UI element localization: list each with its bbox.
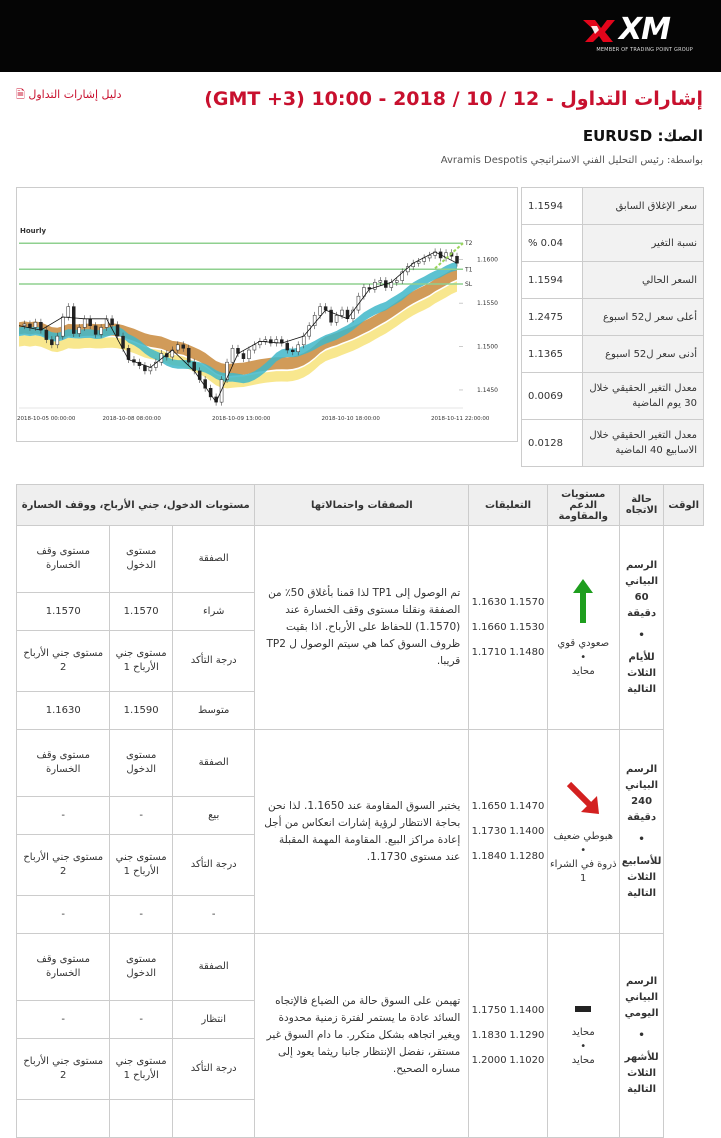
top-bar	[0, 0, 721, 72]
signal-comment: تهيمن على السوق حالة من الضياع فالإتجاه السائد عادة ما يستمر لفترة زمنية محدودة ويغير اتجاهه بشكل متكرر. ما دام السوق غير مستقر، نفضل الإنتظار جانبا ريثما يعود إلى مساره الصحيح.	[255, 934, 469, 1138]
trend-wrap	[550, 778, 617, 886]
level-label-t2: T2	[465, 240, 473, 248]
support-level: 1.1530	[509, 622, 545, 633]
trade-value: شراء	[172, 593, 255, 631]
trade-label: الصفقة	[172, 730, 255, 797]
support-resistance-cell	[469, 934, 547, 1138]
support-level: 1.1290	[509, 1030, 545, 1041]
y-tick-label: 1.1450	[477, 386, 498, 394]
candle-body	[187, 348, 190, 362]
trading-signals-guide-link[interactable]	[16, 86, 121, 105]
take-profit-2-label: مستوى جني الأرباح 2	[17, 631, 110, 692]
support-level: 1.1400	[509, 1005, 545, 1016]
candle-body	[231, 348, 234, 362]
level-pair	[470, 1055, 545, 1066]
stats-value: % 0.04	[522, 225, 583, 262]
candle-body	[39, 322, 42, 330]
chart-svg	[17, 188, 517, 441]
timeframe-cell	[619, 934, 664, 1138]
trade-value: انتظار	[172, 1001, 255, 1039]
timeframe-cell	[619, 730, 664, 934]
stats-value: 1.1594	[522, 188, 583, 225]
candle-body	[50, 340, 53, 345]
timeframe-horizon: للأسابيع الثلاث التالية	[621, 855, 662, 899]
timeframe-label: الرسم البياني 60 دقيقة	[625, 559, 659, 619]
stop-loss-label: مستوى وقف الخسارة	[17, 730, 110, 797]
header-time: الوقت	[664, 485, 704, 526]
stats-row	[522, 299, 704, 336]
trend-separator: •	[580, 651, 587, 663]
header-entries: مستويات الدخول، جني الأرباح، ووقف الخسارة	[17, 485, 255, 526]
header-comments: التعليقات	[469, 485, 547, 526]
level-pair	[470, 647, 545, 658]
level-pair	[470, 622, 545, 633]
candle-body	[242, 354, 245, 359]
take-profit-1-value: -	[110, 896, 172, 934]
logo-subtitle: MEMBER OF TRADING POINT GROUP	[596, 47, 693, 53]
stats-label: نسبة التغير	[583, 225, 704, 262]
trend-primary: محايد	[571, 1026, 595, 1038]
support-level: 1.1400	[509, 826, 545, 837]
support-level: 1.1470	[509, 801, 545, 812]
trend-primary: صعودي قوي	[557, 637, 610, 649]
stop-loss-label: مستوى وقف الخسارة	[17, 526, 110, 593]
support-level: 1.1570	[509, 597, 545, 608]
author-line: بواسطة: رئيس التحليل الفني الاستراتيجي Avramis Despotis	[440, 155, 703, 166]
take-profit-1-value	[110, 1100, 172, 1138]
logo-text: XM	[619, 12, 670, 47]
stats-row	[522, 188, 704, 225]
candle-body	[78, 327, 81, 333]
trade-label: الصفقة	[172, 934, 255, 1001]
candle-body	[341, 310, 344, 315]
level-pair	[470, 801, 545, 812]
x-tick-label: 2018-10-10 18:00:00	[321, 416, 380, 422]
signal-row	[17, 730, 704, 797]
level-pair	[470, 826, 545, 837]
timeframe-horizon: للأيام الثلاث التالية	[627, 651, 657, 695]
stats-row	[522, 336, 704, 373]
trend-wrap	[550, 1004, 617, 1068]
stats-value: 0.0128	[522, 420, 583, 467]
take-profit-1-value: 1.1590	[110, 692, 172, 730]
stats-label: معدل التغير الحقيقي خلال الاسابيع 40 الماضية	[583, 420, 704, 467]
candle-body	[67, 307, 70, 317]
timeframe-separator: •	[638, 629, 645, 641]
entry-level-value: -	[110, 1001, 172, 1039]
y-tick-label: 1.1500	[477, 343, 498, 351]
timeframe-label: الرسم البياني اليومي	[624, 975, 659, 1019]
level-pair	[470, 597, 545, 608]
trend-secondary: ذروة في الشراء 1	[549, 858, 617, 884]
stats-row	[522, 225, 704, 262]
x-tick-label: 2018-10-11 22:00:00	[431, 416, 490, 422]
candle-body	[23, 324, 26, 326]
candle-body	[302, 336, 305, 345]
level-pair	[470, 1005, 545, 1016]
take-profit-2-value: 1.1630	[17, 692, 110, 730]
resistance-level: 1.1750	[471, 1005, 507, 1016]
trend-flat-dash-icon	[573, 1004, 593, 1014]
confidence-value: -	[172, 896, 255, 934]
support-level: 1.1280	[509, 851, 545, 862]
trend-cell	[547, 934, 619, 1138]
support-resistance-cell	[469, 730, 547, 934]
candle-body	[94, 326, 97, 335]
confidence-label: درجة التأكد	[172, 631, 255, 692]
stats-row	[522, 420, 704, 467]
candle-body	[34, 322, 37, 327]
stop-loss-value: 1.1570	[17, 593, 110, 631]
stats-value: 0.0069	[522, 373, 583, 420]
confidence-label: درجة التأكد	[172, 835, 255, 896]
candle-body	[264, 340, 267, 342]
stats-value: 1.1594	[522, 262, 583, 299]
candle-body	[379, 281, 382, 283]
take-profit-2-label: مستوى جني الأرباح 2	[17, 835, 110, 896]
confidence-value: متوسط	[172, 692, 255, 730]
stats-label: أعلى سعر ل52 اسبوع	[583, 299, 704, 336]
stats-label: السعر الحالي	[583, 262, 704, 299]
x-tick-label: 2018-10-09 13:00:00	[212, 416, 271, 422]
candle-body	[319, 307, 322, 316]
stats-table	[521, 187, 704, 467]
stats-label: أدنى سعر ل52 اسبوع	[583, 336, 704, 373]
signal-row	[17, 526, 704, 593]
candle-body	[182, 345, 185, 348]
stats-row	[522, 262, 704, 299]
take-profit-1-label: مستوى جني الأرباح 1	[110, 835, 172, 896]
candle-body	[176, 345, 179, 350]
entry-level-label: مستوى الدخول	[110, 526, 172, 593]
candle-body	[72, 307, 75, 334]
pdf-icon: 🗎	[16, 88, 25, 101]
y-tick-label: 1.1550	[477, 300, 498, 308]
stats-value: 1.1365	[522, 336, 583, 373]
support-level: 1.1480	[509, 647, 545, 658]
signal-row	[17, 934, 704, 1001]
x-tick-label: 2018-10-08 08:00:00	[102, 416, 161, 422]
level-label-sl: SL	[465, 281, 473, 289]
header-support: مستويات الدعم والمقاومة	[547, 485, 619, 526]
xm-logo-icon	[581, 16, 617, 44]
signals-header-row	[17, 485, 704, 526]
confidence-label: درجة التأكد	[172, 1039, 255, 1100]
level-label-t1: T1	[465, 266, 473, 274]
level-pair	[470, 851, 545, 862]
signal-comment: تم الوصول إلى TP1 لذا قمنا بأغلاق 50٪ من الصفقة ونقلنا مستوى وقف الخسارة عند (1.1570) للحفاظ على الأرباح. اذا بقيت ظروف السوق كما هي سيتم الوصول ل TP2 قريبا.	[255, 526, 469, 730]
guide-link-label: دليل إشارات التداول	[28, 88, 122, 101]
trend-wrap	[550, 577, 617, 679]
candle-body	[56, 336, 59, 345]
candle-body	[395, 281, 398, 283]
candle-body	[45, 330, 48, 340]
trend-up-arrow-icon	[572, 577, 594, 625]
signals-table	[16, 484, 704, 1138]
resistance-level: 1.1660	[471, 622, 507, 633]
take-profit-2-value: -	[17, 896, 110, 934]
entry-level-label: مستوى الدخول	[110, 934, 172, 1001]
candle-body	[143, 366, 146, 371]
resistance-level: 1.1730	[471, 826, 507, 837]
candle-body	[28, 324, 31, 327]
header-trend: حالة الاتجاه	[619, 485, 664, 526]
confidence-value	[172, 1100, 255, 1138]
candle-body	[122, 336, 125, 348]
trend-secondary: محايد	[571, 1054, 595, 1066]
candle-body	[335, 315, 338, 322]
header-trades: الصفقات واحتمالاتها	[255, 485, 469, 526]
support-resistance-cell	[469, 526, 547, 730]
candle-body	[428, 255, 431, 258]
x-tick-label: 2018-10-05 00:00:00	[17, 416, 76, 422]
take-profit-2-value	[17, 1100, 110, 1138]
timeframe-horizon: للأشهر الثلاث التالية	[624, 1051, 659, 1095]
candle-body	[83, 319, 86, 328]
stop-loss-label: مستوى وقف الخسارة	[17, 934, 110, 1001]
candle-body	[297, 345, 300, 352]
stats-value: 1.2475	[522, 299, 583, 336]
candle-body	[390, 282, 393, 287]
trade-label: الصفقة	[172, 526, 255, 593]
candle-body	[253, 345, 256, 350]
resistance-level: 1.1830	[471, 1030, 507, 1041]
take-profit-2-label: مستوى جني الأرباح 2	[17, 1039, 110, 1100]
candle-body	[149, 367, 152, 370]
timeframe-label: الرسم البياني 240 دقيقة	[625, 763, 659, 823]
hourly-chart	[16, 187, 518, 442]
candle-body	[247, 350, 250, 359]
page-title: إشارات التداول - 12 / 10 / 2018 - 10:00 (GMT +3)	[204, 88, 703, 110]
trend-separator: •	[580, 844, 587, 856]
resistance-level: 1.1630	[471, 597, 507, 608]
stop-loss-value: -	[17, 1001, 110, 1039]
trade-value: بيع	[172, 797, 255, 835]
take-profit-1-label: مستوى جني الأرباح 1	[110, 631, 172, 692]
stats-label: معدل التغير الحقيقي خلال 30 يوم الماضية	[583, 373, 704, 420]
instrument-symbol: الصك: EURUSD	[582, 127, 703, 145]
timeframe-separator: •	[638, 833, 645, 845]
level-pair	[470, 1030, 545, 1041]
candle-body	[61, 317, 64, 336]
candle-body	[116, 325, 119, 336]
stop-loss-value: -	[17, 797, 110, 835]
candle-body	[291, 350, 294, 352]
candle-body	[100, 327, 103, 334]
trend-down-arrow-icon	[563, 778, 603, 818]
resistance-level: 1.1710	[471, 647, 507, 658]
entry-level-value: -	[110, 797, 172, 835]
candle-body	[111, 319, 114, 325]
candle-body	[286, 343, 289, 350]
timeframe-separator: •	[638, 1029, 645, 1041]
take-profit-1-label: مستوى جني الأرباح 1	[110, 1039, 172, 1100]
entry-level-label: مستوى الدخول	[110, 730, 172, 797]
resistance-level: 1.1650	[471, 801, 507, 812]
signal-comment: يختبر السوق المقاومة عند 1.1650. لذا نحن بحاجة الانتظار لرؤية إشارات انعكاس من أجل إعادة مراكز البيع. المقاومة المهمة المقبلة عند مستوى 1.1730.	[255, 730, 469, 934]
candle-body	[89, 319, 92, 326]
candle-body	[456, 256, 459, 263]
support-level: 1.1020	[509, 1055, 545, 1066]
candle-body	[417, 261, 420, 263]
stats-row	[522, 373, 704, 420]
trend-primary: هبوطي ضعيف	[553, 830, 614, 842]
trend-separator: •	[580, 1040, 587, 1052]
timeframe-cell	[619, 526, 664, 730]
chart-title: Hourly	[20, 227, 47, 235]
stats-label: سعر الإغلاق السابق	[583, 188, 704, 225]
trend-cell	[547, 526, 619, 730]
candle-body	[324, 307, 327, 310]
y-tick-label: 1.1600	[477, 256, 498, 264]
resistance-level: 1.2000	[471, 1055, 507, 1066]
xm-logo[interactable]	[581, 14, 693, 58]
entry-level-value: 1.1570	[110, 593, 172, 631]
trend-cell	[547, 730, 619, 934]
resistance-level: 1.1840	[471, 851, 507, 862]
trend-secondary: محايد	[571, 665, 595, 677]
